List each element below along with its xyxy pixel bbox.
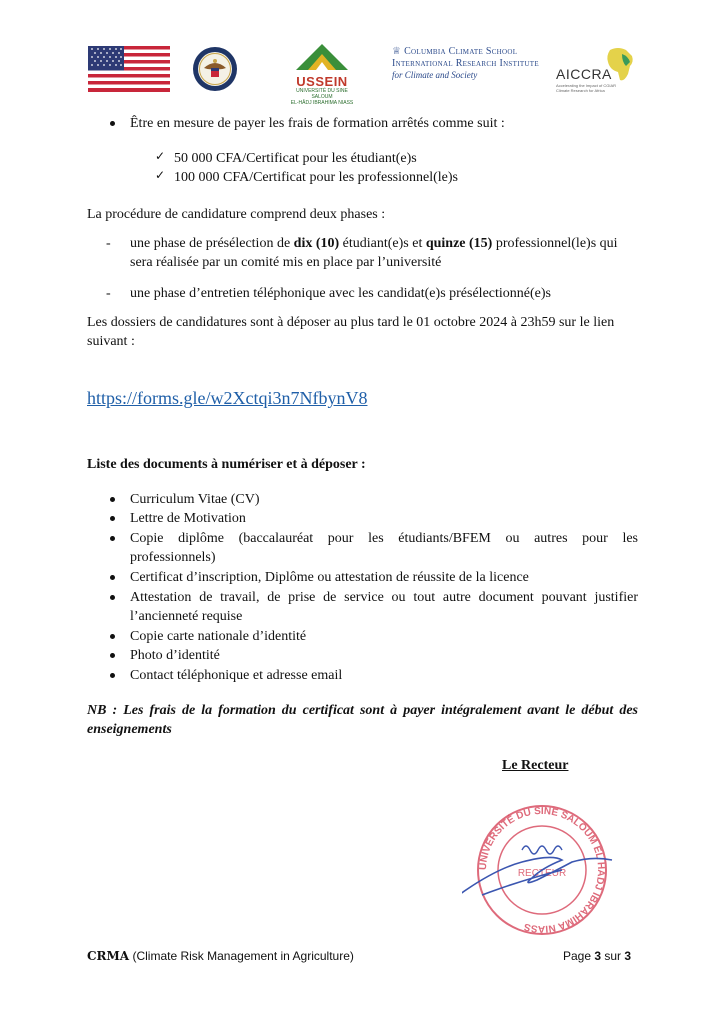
application-form-link[interactable]: https://forms.gle/w2Xctqi3n7NfbynV8 xyxy=(87,388,368,408)
columbia-line3: for Climate and Society xyxy=(392,70,478,80)
ussein-sub1: UNIVERSITÉ DU SINE SALOUM xyxy=(296,88,348,100)
stamp-signature-icon xyxy=(462,800,622,940)
us-flag-icon xyxy=(88,46,170,92)
phase-2: une phase d’entretien téléphonique avec les candidat(e)s présélectionné(e)s xyxy=(130,286,551,301)
crown-icon: ♕ xyxy=(392,46,405,57)
bullet-icon xyxy=(110,653,115,658)
bullet-icon xyxy=(110,634,115,639)
footer-page-number: Page 3 sur 3 xyxy=(563,949,632,963)
ussein-name: USSEIN xyxy=(296,74,348,89)
fee-professionals: 100 000 CFA/Certificat pour les professionnel(le)s xyxy=(174,170,458,185)
ussein-sub2: EL-HÂDJ IBRAHIMA NIASS xyxy=(290,100,354,106)
columbia-line2: International Research Institute xyxy=(392,58,539,69)
columbia-logo-icon xyxy=(392,46,552,81)
doc-item-cont: professionnels) xyxy=(130,550,216,565)
bullet-icon xyxy=(110,673,115,678)
header-logos xyxy=(0,40,724,106)
deadline-line2: suivant : xyxy=(87,334,135,349)
bullet-icon xyxy=(110,121,115,126)
deadline-line1: Les dossiers de candidatures sont à déposer au plus tard le 01 octobre 2024 à 23h59 sur le lien xyxy=(87,315,615,330)
rector-stamp xyxy=(462,800,622,940)
phase-1: une phase de présélection de dix (10) étudiant(e)s et quinze (15) professionnel(le)s qui xyxy=(130,236,618,251)
doc-item: Curriculum Vitae (CV) xyxy=(130,492,260,507)
ussein-mountain-icon xyxy=(286,42,358,70)
procedure-intro: La procédure de candidature comprend deux phases : xyxy=(87,207,386,222)
doc-item: Copie carte nationale d’identité xyxy=(130,629,307,644)
aiccra-logo-icon xyxy=(556,44,646,96)
us-embassy-seal-icon xyxy=(192,46,238,92)
aiccra-name: AICCRA xyxy=(556,66,612,82)
bullet-icon xyxy=(110,536,115,541)
bullet-icon xyxy=(110,595,115,600)
phase-1-line2: sera réalisée par un comité mis en place par l’université xyxy=(130,255,442,270)
bullet-icon xyxy=(110,516,115,521)
ussein-logo-icon xyxy=(286,42,358,106)
doc-item-cont: l’ancienneté requise xyxy=(130,609,243,624)
checkmark-icon: ✓ xyxy=(155,149,166,163)
doc-item: Photo d’identité xyxy=(130,648,220,663)
doc-item: Certificat d’inscription, Diplôme ou attestation de réussite de la licence xyxy=(130,570,529,585)
nb-note: NB : Les frais de la formation du certificat sont à payer intégralement avant le début des xyxy=(87,703,638,718)
doc-item: Attestation de travail, de prise de service ou tout autre document pouvant justifier xyxy=(130,590,638,605)
footer-project: CRMA (Climate Risk Management in Agriculture) xyxy=(87,949,354,963)
nb-note-cont: enseignements xyxy=(87,722,172,737)
checkmark-icon: ✓ xyxy=(155,168,166,182)
aiccra-tagline: Accelerating the Impact of CGIAR Climate Research for Africa xyxy=(556,83,617,93)
doc-item: Lettre de Motivation xyxy=(130,511,246,526)
bullet-icon xyxy=(110,575,115,580)
stamp-center-text: RECTEUR xyxy=(517,868,567,879)
doc-item: Copie diplôme (baccalauréat pour les étudiants/BFEM ou autres pour les xyxy=(130,531,638,546)
fee-students: 50 000 CFA/Certificat pour les étudiant(e)s xyxy=(174,151,417,166)
docs-title: Liste des documents à numériser et à déposer : xyxy=(87,457,366,472)
stamp-ring-text: UNIVERSITÉ DU SINE SALOUM EL HADJ IBRAHIMA NIASS xyxy=(477,805,607,935)
columbia-line1: Columbia Climate School xyxy=(404,46,518,57)
signatory-title: Le Recteur xyxy=(502,758,569,773)
doc-item: Contact téléphonique et adresse email xyxy=(130,668,343,683)
bullet-icon xyxy=(110,497,115,502)
dash-icon: - xyxy=(106,236,111,251)
fees-intro: Être en mesure de payer les frais de formation arrêtés comme suit : xyxy=(130,116,505,131)
dash-icon: - xyxy=(106,286,111,301)
